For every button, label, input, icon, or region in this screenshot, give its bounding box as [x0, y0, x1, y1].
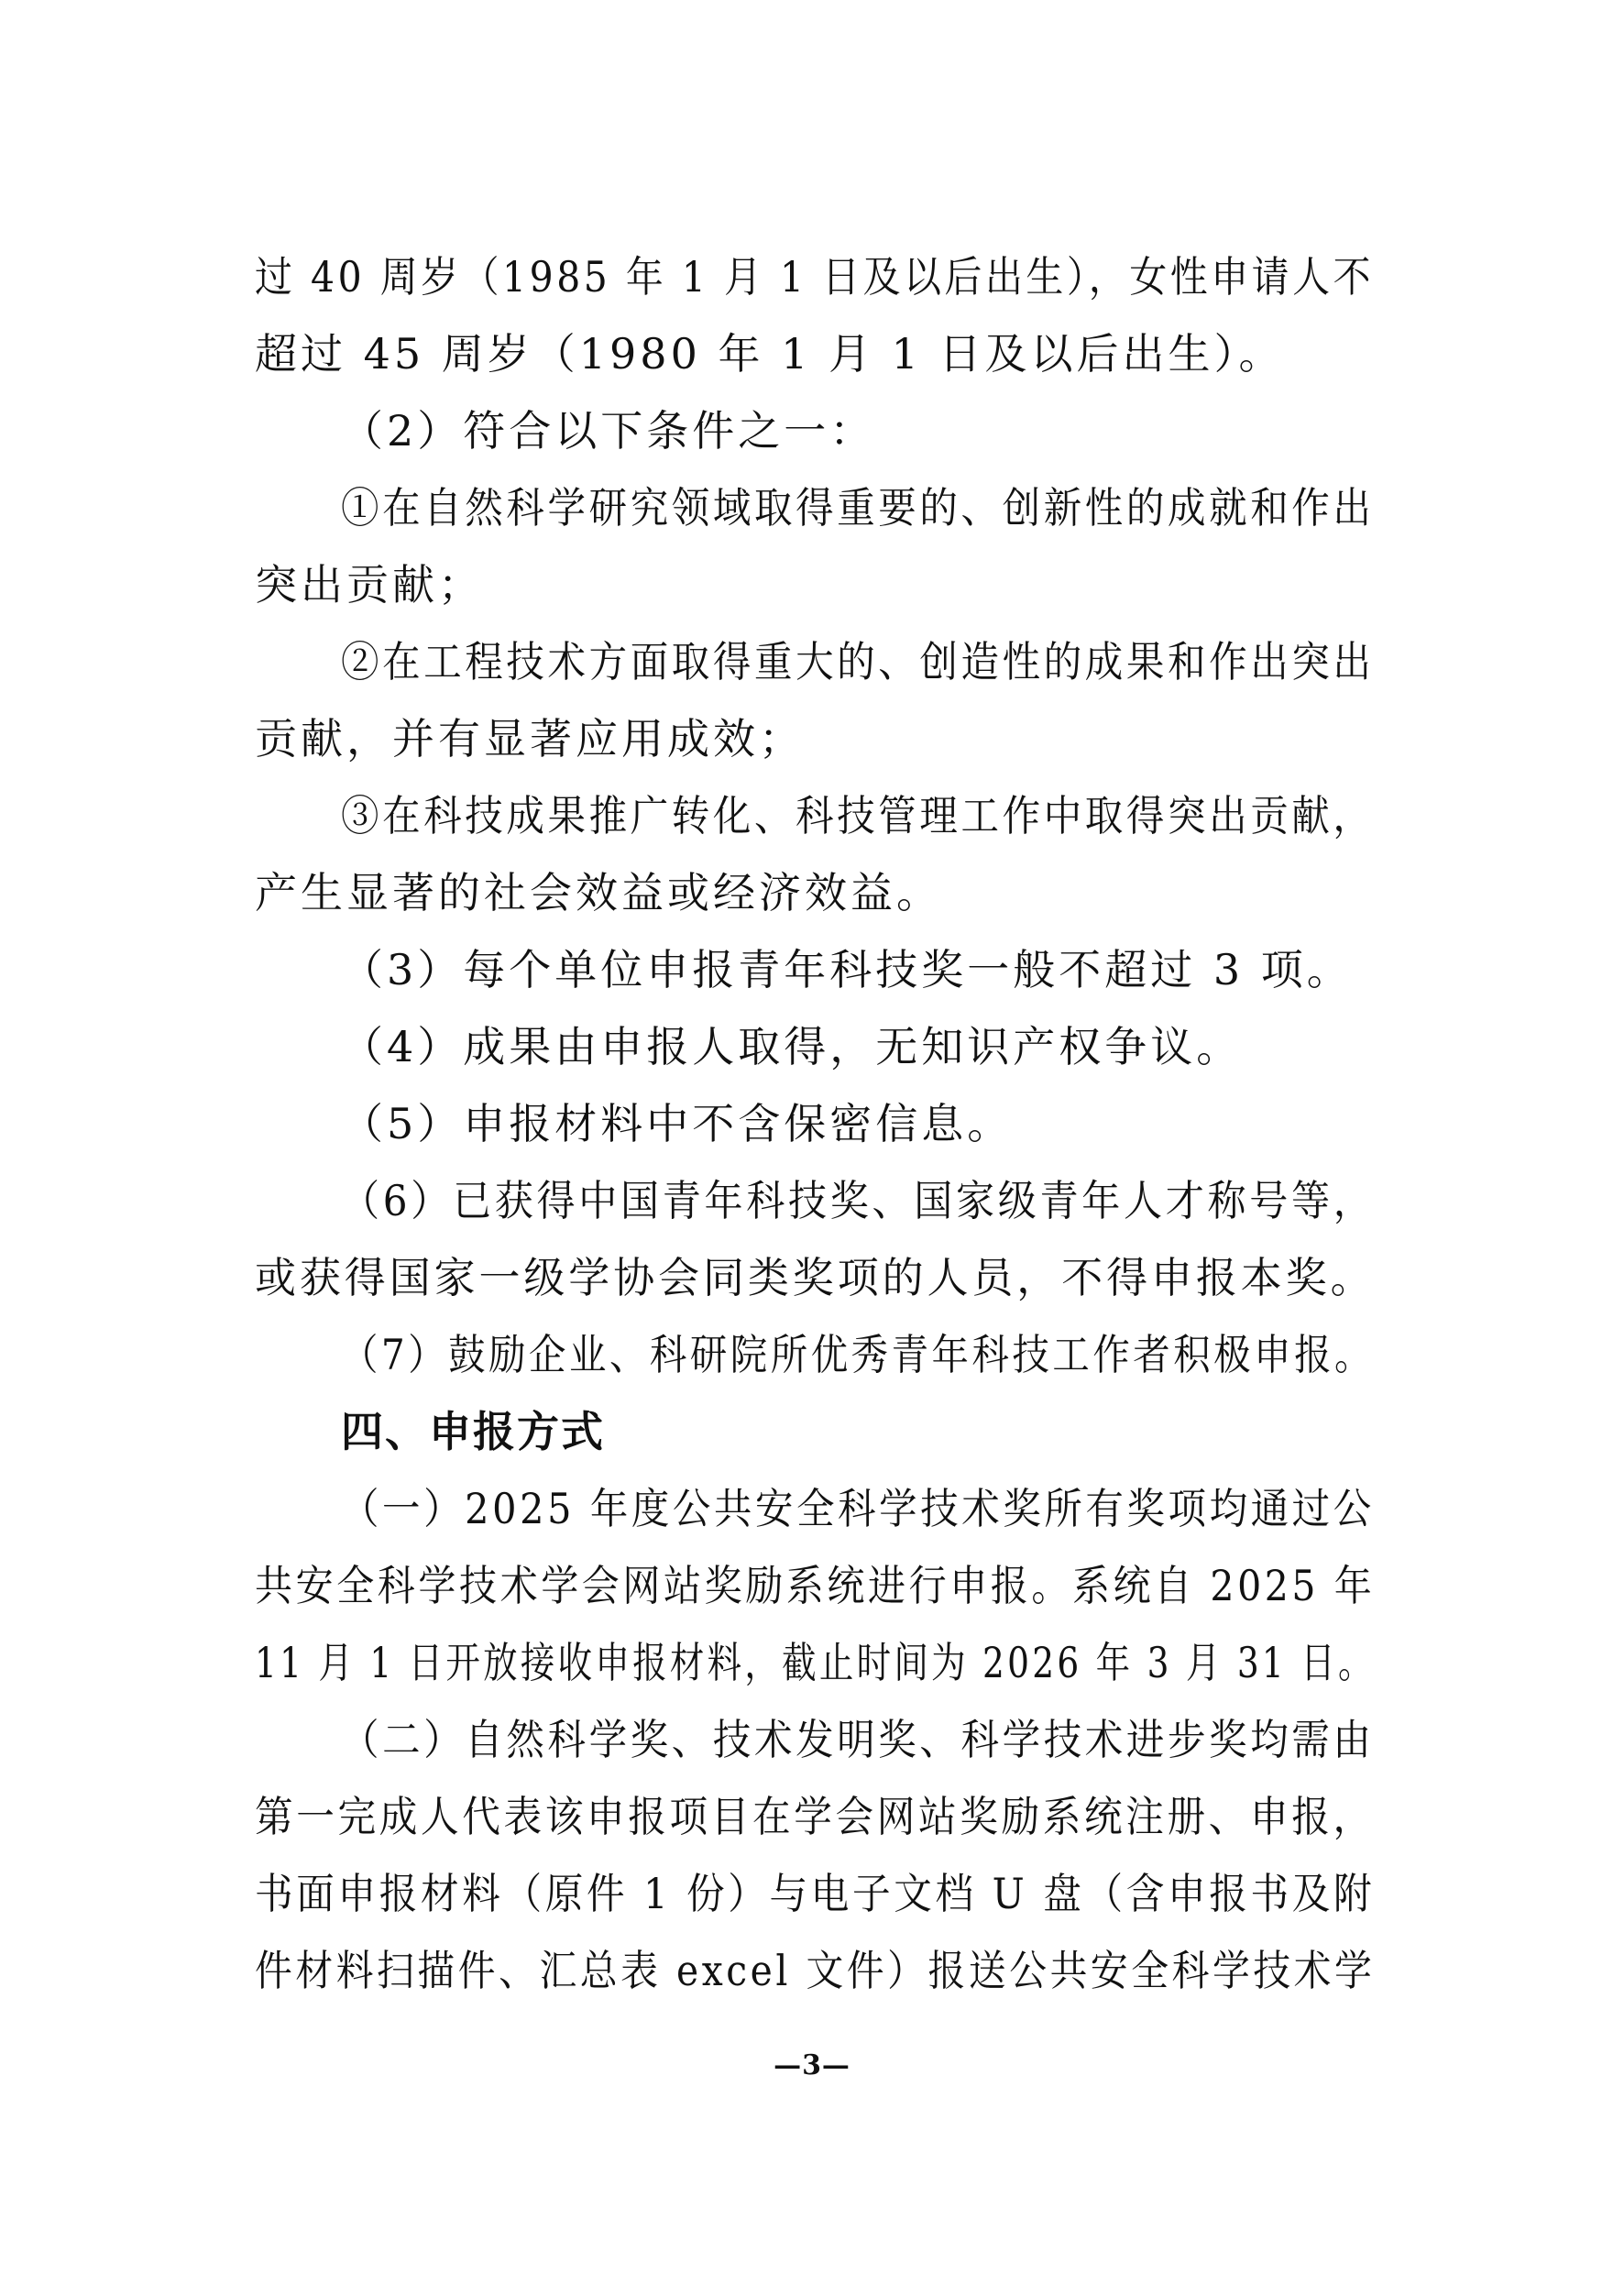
- body-line: 11 月 1 日开放接收申报材料，截止时间为 2026 年 3 月 31 日。: [255, 1638, 1376, 1687]
- body-line: 突出贡献；: [255, 560, 484, 609]
- list-item-5: （5）申报材料中不含保密信息。: [341, 1099, 1014, 1148]
- body-line: 产生显著的社会效益或经济效益。: [255, 868, 942, 917]
- page-number: —3—: [774, 2049, 850, 2081]
- body-line: 过 40 周岁（1985 年 1 月 1 日及以后出生），女性申请人不: [255, 252, 1375, 302]
- list-item-6: （6）已获得中国青年科技奖、国家级青年人才称号等，: [341, 1176, 1376, 1225]
- list-item-7: （7）鼓励企业、科研院所优秀青年科技工作者积极申报。: [341, 1330, 1376, 1379]
- condition-1: ①在自然科学研究领域取得重要的、创新性的成就和作出: [341, 483, 1375, 533]
- sub-item-1: （一）2025 年度公共安全科学技术奖所有奖项均通过公: [341, 1484, 1375, 1533]
- body-line: 共安全科学技术学会网站奖励系统进行申报。系统自 2025 年: [255, 1561, 1376, 1610]
- sub-item-2: （二）自然科学奖、技术发明奖、科学技术进步奖均需由: [341, 1715, 1375, 1764]
- condition-2: ②在工程技术方面取得重大的、创造性的成果和作出突出: [341, 637, 1375, 686]
- body-line: 第一完成人代表该申报项目在学会网站奖励系统注册、申报，: [255, 1792, 1375, 1841]
- body-line: 书面申报材料（原件 1 份）与电子文档 U 盘（含申报书及附: [255, 1869, 1376, 1918]
- list-item-3: （3）每个单位申报青年科技奖一般不超过 3 项。: [341, 945, 1353, 994]
- condition-3: ③在科技成果推广转化、科技管理工作中取得突出贡献，: [341, 791, 1375, 840]
- body-line: 贡献，并有显著应用成效；: [255, 714, 805, 763]
- body-line: 或获得国家一级学协会同类奖项的人员，不得申报本奖。: [255, 1253, 1376, 1302]
- section-heading: 四、申报方式: [341, 1407, 605, 1456]
- list-item-4: （4）成果由申报人取得，无知识产权争议。: [341, 1022, 1243, 1071]
- body-line: 超过 45 周岁（1980 年 1 月 1 日及以后出生）。: [255, 329, 1285, 379]
- list-item-2: （2）符合以下条件之一：: [341, 406, 876, 456]
- body-line: 件材料扫描件、汇总表 excel 文件）报送公共安全科学技术学: [255, 1946, 1376, 1995]
